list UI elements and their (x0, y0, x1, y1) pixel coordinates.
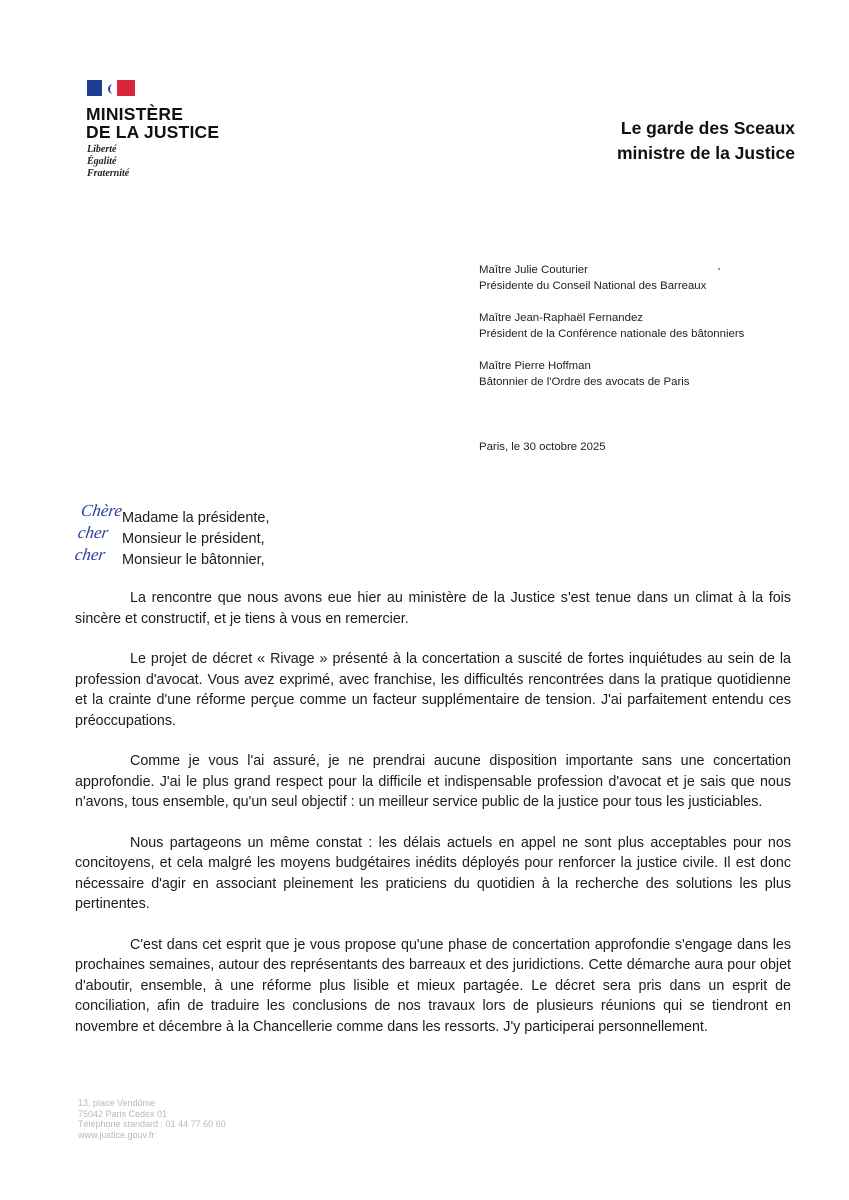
recipient-3 (479, 358, 744, 390)
recipient-role: Présidente du Conseil National des Barreaux (479, 280, 707, 292)
paragraph-5: C'est dans cet esprit que je vous propose qu'une phase de concertation approfondie s'engage dans les prochaines semaines, autour des représentants des barreaux et des juridictions. Cette démarche aura pour objet d'aboutir, ensemble, à une réforme plus lisible et mieux partagée. Le décret sera pris dans un esprit de conciliation, afin de traduire les conclusions de nos travaux lors de plusieurs réunions qui se tiendront en novembre et décembre à la Chancellerie comme dans les ressorts. J'y participerai personnellement. (75, 936, 791, 1035)
footer-website: www.justice.gouv.fr (78, 1129, 155, 1140)
letter-body (75, 588, 791, 1057)
motto-egalite: Égalité (87, 156, 117, 167)
recipients-block (479, 262, 744, 406)
footer-address (78, 1098, 226, 1140)
footer-street: 13, place Vendôme (78, 1098, 156, 1108)
handwritten-annotation (73, 500, 123, 566)
recipient-role: Président de la Conférence nationale des bâtonniers (479, 328, 745, 340)
handwritten-word-2: cher (76, 523, 110, 542)
sender-line-2: ministre de la Justice (617, 143, 795, 163)
sender-line-1: Le garde des Sceaux (620, 118, 795, 138)
recipient-name: Maître Pierre Hoffman (479, 360, 591, 372)
paragraph-4: Nous partageons un même constat : les délais actuels en appel ne sont plus acceptables pour nos concitoyens, et cela malgré les moyens budgétaires inédits déployés pour renforcer la justice civile. Il est donc nécessaire d'agir en associant pleinement les praticiens du quotidien à la recherche des solutions les plus pertinentes. (75, 834, 791, 912)
letter-date: Paris, le 30 octobre 2025 (479, 441, 606, 453)
recipient-name: Maître Julie Couturier (479, 264, 588, 276)
sender-title (617, 116, 795, 166)
footer-city: 75042 Paris Cedex 01 (78, 1108, 168, 1119)
ministry-name (86, 105, 219, 141)
salutation (122, 508, 270, 571)
motto-fraternite: Fraternité (87, 168, 130, 179)
salutation-line-3: Monsieur le bâtonnier, (122, 552, 265, 568)
paragraph-1: La rencontre que nous avons eue hier au ministère de la Justice s'est tenue dans un climat à la fois sincère et constructif, et je tiens à vous en remercier. (75, 590, 791, 627)
recipient-role: Bâtonnier de l'Ordre des avocats de Paris (479, 376, 690, 388)
handwritten-word-3: cher (73, 545, 107, 564)
recipient-2 (479, 310, 744, 342)
recipient-name: Maître Jean-Raphaël Fernandez (479, 312, 643, 324)
handwritten-word-1: Chère (79, 501, 124, 520)
paragraph-2: Le projet de décret « Rivage » présenté à la concertation a suscité de fortes inquiétudes au sein de la profession d'avocat. Vous avez exprimé, avec franchise, les difficultés rencontrées dans la pratique quotidienne et la crainte d'une réforme perçue comme un facteur supplémentaire de tension. J'ai parfaitement entendu ces préoccupations. (75, 651, 791, 729)
motto-liberte: Liberté (87, 144, 117, 155)
ministry-line-1: MINISTÈRE (86, 104, 184, 124)
salutation-line-2: Monsieur le président, (122, 531, 265, 547)
salutation-line-1: Madame la présidente, (122, 510, 270, 526)
ministry-line-2: DE LA JUSTICE (86, 122, 220, 142)
footer-phone: Téléphone standard : 01 44 77 60 60 (78, 1119, 226, 1129)
recipient-1 (479, 262, 744, 294)
marianne-logo-icon (87, 80, 135, 96)
republic-motto (87, 144, 129, 180)
paragraph-3: Comme je vous l'ai assuré, je ne prendrai aucune disposition importante sans une concertation approfondie. J'ai le plus grand respect pour la difficile et indispensable profession d'avocat et je sais que nous n'avons, tous ensemble, qu'un seul objectif : un meilleur service public de la justice pour tous les justiciables. (75, 753, 791, 810)
